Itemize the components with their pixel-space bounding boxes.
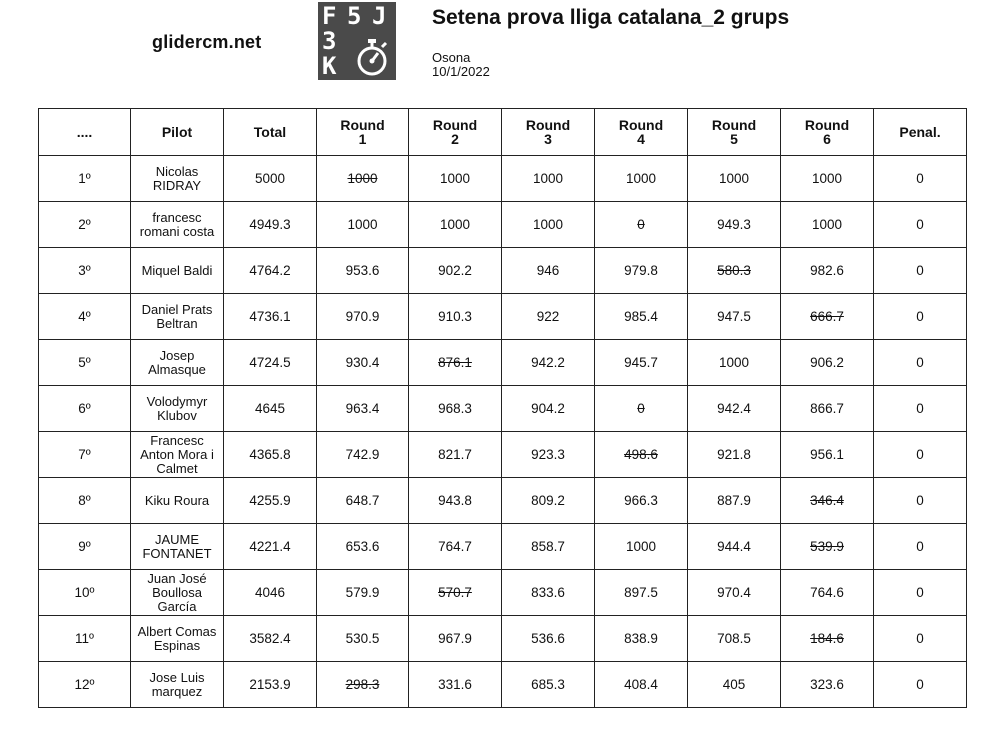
stopwatch-icon — [352, 38, 392, 78]
total-score: 4221.4 — [224, 524, 317, 570]
round-score: 956.1 — [781, 432, 874, 478]
round-score: 708.5 — [688, 616, 781, 662]
pilot-name: Volodymyr Klubov — [131, 386, 224, 432]
round-score: 942.4 — [688, 386, 781, 432]
round-score: 539.9 — [781, 524, 874, 570]
round-score: 331.6 — [409, 662, 502, 708]
round-score: 1000 — [688, 340, 781, 386]
round-score: 1000 — [409, 202, 502, 248]
table-row — [39, 248, 967, 294]
col-round-3: Round 3 — [502, 109, 595, 156]
table-row — [39, 524, 967, 570]
penalty-cell: 0 — [874, 156, 967, 202]
logo-letter: K — [322, 52, 337, 80]
round-score: 346.4 — [781, 478, 874, 524]
pilot-name: francesc romani costa — [131, 202, 224, 248]
penalty-cell: 0 — [874, 524, 967, 570]
table-row — [39, 432, 967, 478]
round-score: 1000 — [688, 156, 781, 202]
round-score: 979.8 — [595, 248, 688, 294]
position-cell: 11º — [39, 616, 131, 662]
pilot-name: Jose Luis marquez — [131, 662, 224, 708]
round-score: 1000 — [317, 156, 409, 202]
logo-letter: J — [372, 2, 387, 30]
position-cell: 9º — [39, 524, 131, 570]
total-score: 4724.5 — [224, 340, 317, 386]
round-score: 982.6 — [781, 248, 874, 294]
round-score: 648.7 — [317, 478, 409, 524]
total-score: 4764.2 — [224, 248, 317, 294]
round-score: 966.3 — [595, 478, 688, 524]
total-score: 3582.4 — [224, 616, 317, 662]
round-score: 323.6 — [781, 662, 874, 708]
penalty-cell: 0 — [874, 570, 967, 616]
results-body — [39, 156, 967, 708]
page-title: Setena prova lliga catalana_2 grups — [432, 6, 790, 29]
total-score: 5000 — [224, 156, 317, 202]
table-row — [39, 616, 967, 662]
round-score: 838.9 — [595, 616, 688, 662]
col-round-1: Round 1 — [317, 109, 409, 156]
round-score: 298.3 — [317, 662, 409, 708]
f5j-3k-logo — [318, 2, 396, 80]
position-cell: 2º — [39, 202, 131, 248]
col-total: Total — [224, 109, 317, 156]
position-cell: 6º — [39, 386, 131, 432]
table-row — [39, 294, 967, 340]
round-score: 530.5 — [317, 616, 409, 662]
round-score: 904.2 — [502, 386, 595, 432]
round-score: 942.2 — [502, 340, 595, 386]
round-score: 949.3 — [688, 202, 781, 248]
round-score: 685.3 — [502, 662, 595, 708]
position-cell: 10º — [39, 570, 131, 616]
table-row — [39, 156, 967, 202]
round-score: 910.3 — [409, 294, 502, 340]
round-score: 906.2 — [781, 340, 874, 386]
col-round-6: Round 6 — [781, 109, 874, 156]
round-score: 1000 — [595, 156, 688, 202]
round-score: 947.5 — [688, 294, 781, 340]
round-score: 922 — [502, 294, 595, 340]
penalty-cell: 0 — [874, 432, 967, 478]
site-name: glidercm.net — [152, 32, 262, 52]
total-score: 4365.8 — [224, 432, 317, 478]
round-score: 967.9 — [409, 616, 502, 662]
round-score: 498.6 — [595, 432, 688, 478]
round-score: 408.4 — [595, 662, 688, 708]
round-score: 809.2 — [502, 478, 595, 524]
table-row — [39, 570, 967, 616]
round-score: 405 — [688, 662, 781, 708]
position-cell: 12º — [39, 662, 131, 708]
round-score: 579.9 — [317, 570, 409, 616]
round-score: 1000 — [595, 524, 688, 570]
position-cell: 7º — [39, 432, 131, 478]
table-row — [39, 340, 967, 386]
col-penal: Penal. — [874, 109, 967, 156]
round-score: 184.6 — [781, 616, 874, 662]
round-score: 1000 — [781, 202, 874, 248]
col-position: .... — [39, 109, 131, 156]
round-score: 887.9 — [688, 478, 781, 524]
round-score: 1000 — [409, 156, 502, 202]
event-date: 10/1/2022 — [432, 64, 490, 79]
col-round-5: Round 5 — [688, 109, 781, 156]
round-score: 985.4 — [595, 294, 688, 340]
table-row — [39, 202, 967, 248]
round-score: 921.8 — [688, 432, 781, 478]
pilot-name: Daniel Prats Beltran — [131, 294, 224, 340]
round-score: 944.4 — [688, 524, 781, 570]
round-score: 943.8 — [409, 478, 502, 524]
penalty-cell: 0 — [874, 478, 967, 524]
total-score: 4645 — [224, 386, 317, 432]
pilot-name: Juan José Boullosa García — [131, 570, 224, 616]
round-score: 858.7 — [502, 524, 595, 570]
penalty-cell: 0 — [874, 340, 967, 386]
round-score: 1000 — [781, 156, 874, 202]
round-score: 1000 — [502, 202, 595, 248]
round-score: 897.5 — [595, 570, 688, 616]
header-row — [39, 109, 967, 156]
pilot-name: Nicolas RIDRAY — [131, 156, 224, 202]
round-score: 833.6 — [502, 570, 595, 616]
round-score: 0 — [595, 386, 688, 432]
logo-letter: 5 — [347, 2, 362, 30]
round-score: 970.9 — [317, 294, 409, 340]
col-pilot: Pilot — [131, 109, 224, 156]
penalty-cell: 0 — [874, 294, 967, 340]
pilot-name: Francesc Anton Mora i Calmet — [131, 432, 224, 478]
total-score: 4046 — [224, 570, 317, 616]
logo-letter: 3 — [322, 27, 337, 55]
round-score: 821.7 — [409, 432, 502, 478]
pilot-name: Miquel Baldi — [131, 248, 224, 294]
round-score: 902.2 — [409, 248, 502, 294]
round-score: 968.3 — [409, 386, 502, 432]
pilot-name: Josep Almasque — [131, 340, 224, 386]
round-score: 570.7 — [409, 570, 502, 616]
total-score: 4949.3 — [224, 202, 317, 248]
penalty-cell: 0 — [874, 386, 967, 432]
round-score: 536.6 — [502, 616, 595, 662]
penalty-cell: 0 — [874, 616, 967, 662]
logo-letter: F — [322, 2, 337, 30]
table-row — [39, 386, 967, 432]
round-score: 0 — [595, 202, 688, 248]
position-cell: 5º — [39, 340, 131, 386]
round-score: 930.4 — [317, 340, 409, 386]
pilot-name: Kiku Roura — [131, 478, 224, 524]
round-score: 963.4 — [317, 386, 409, 432]
round-score: 580.3 — [688, 248, 781, 294]
results-table — [38, 108, 967, 708]
col-round-2: Round 2 — [409, 109, 502, 156]
position-cell: 8º — [39, 478, 131, 524]
position-cell: 3º — [39, 248, 131, 294]
position-cell: 1º — [39, 156, 131, 202]
round-score: 946 — [502, 248, 595, 294]
penalty-cell: 0 — [874, 248, 967, 294]
col-round-4: Round 4 — [595, 109, 688, 156]
table-row — [39, 662, 967, 708]
round-score: 1000 — [502, 156, 595, 202]
round-score: 876.1 — [409, 340, 502, 386]
total-score: 4736.1 — [224, 294, 317, 340]
round-score: 764.7 — [409, 524, 502, 570]
round-score: 970.4 — [688, 570, 781, 616]
penalty-cell: 0 — [874, 662, 967, 708]
round-score: 923.3 — [502, 432, 595, 478]
position-cell: 4º — [39, 294, 131, 340]
round-score: 653.6 — [317, 524, 409, 570]
total-score: 2153.9 — [224, 662, 317, 708]
event-info — [432, 51, 490, 79]
round-score: 666.7 — [781, 294, 874, 340]
round-score: 953.6 — [317, 248, 409, 294]
pilot-name: JAUME FONTANET — [131, 524, 224, 570]
round-score: 1000 — [317, 202, 409, 248]
event-location: Osona — [432, 50, 471, 65]
round-score: 764.6 — [781, 570, 874, 616]
table-row — [39, 478, 967, 524]
pilot-name: Albert Comas Espinas — [131, 616, 224, 662]
round-score: 945.7 — [595, 340, 688, 386]
penalty-cell: 0 — [874, 202, 967, 248]
round-score: 742.9 — [317, 432, 409, 478]
round-score: 866.7 — [781, 386, 874, 432]
total-score: 4255.9 — [224, 478, 317, 524]
